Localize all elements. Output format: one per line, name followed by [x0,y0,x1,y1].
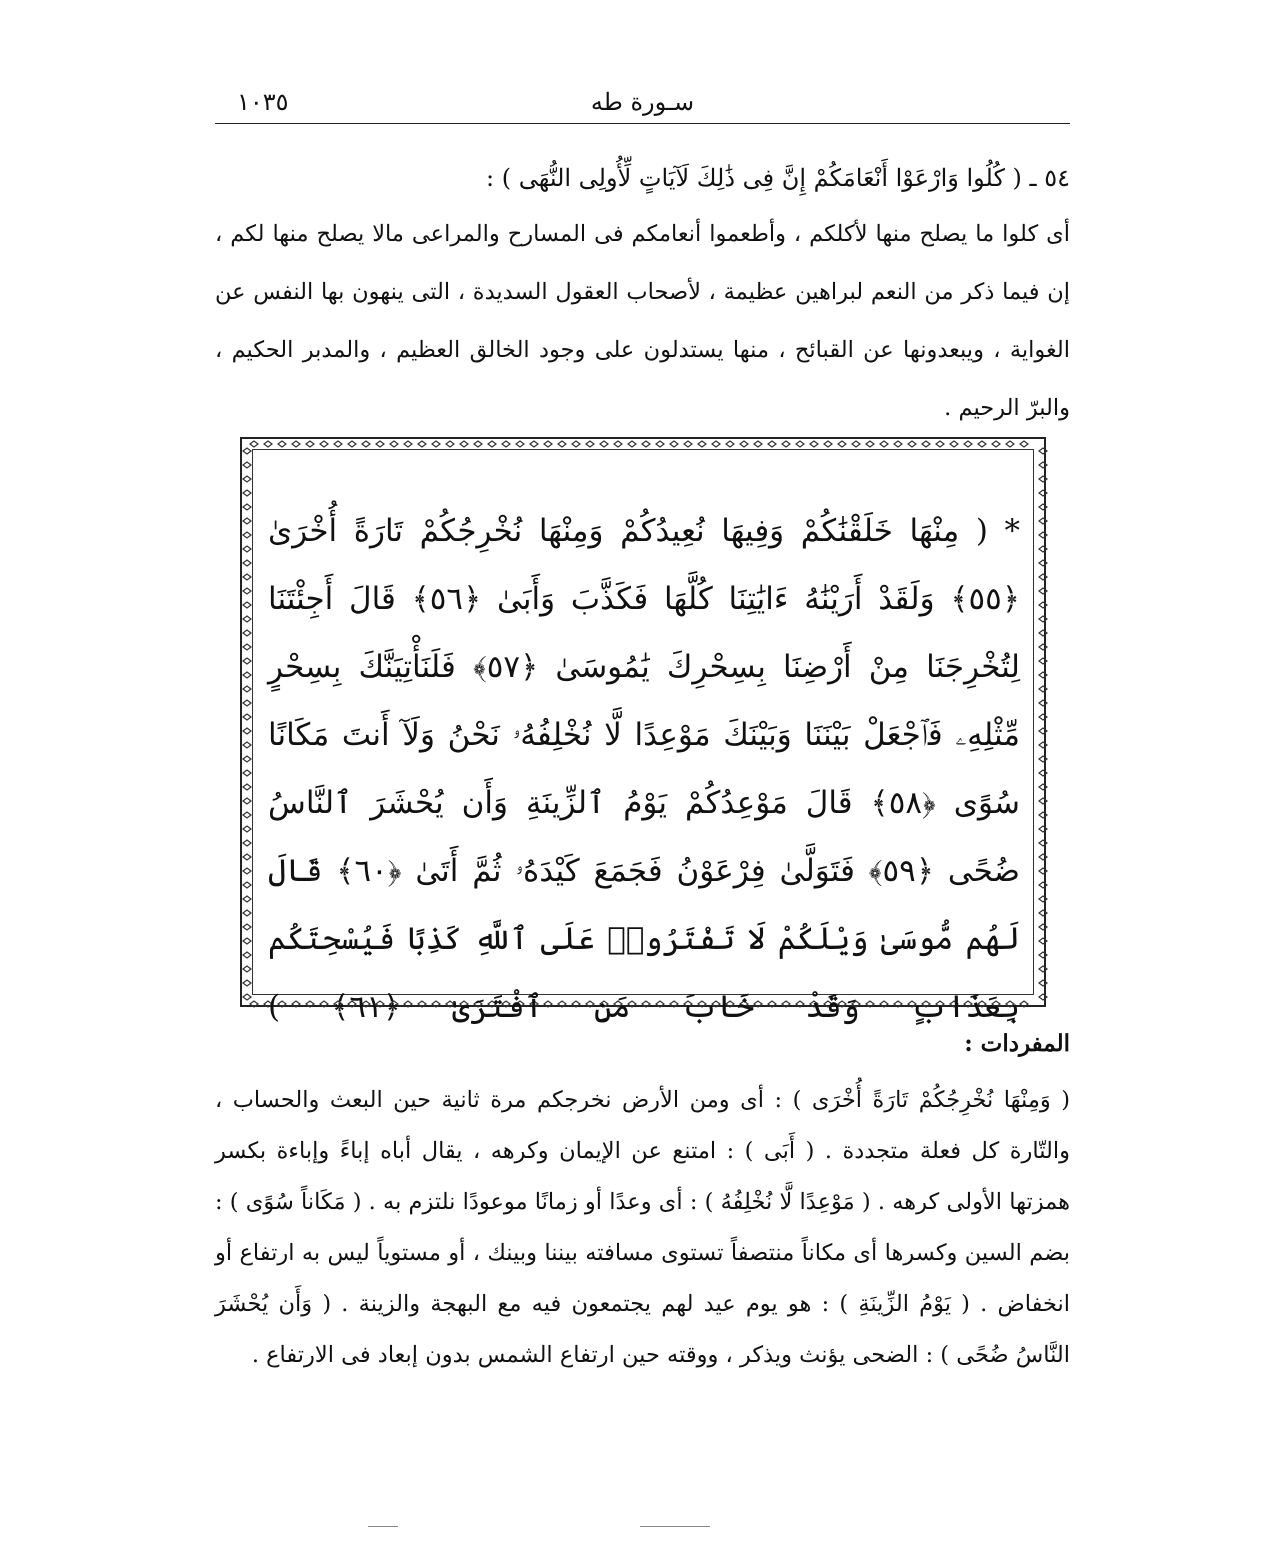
ornament-diamond [992,441,1000,447]
ornament-diamond [894,441,902,447]
ornament-diamond [964,441,972,447]
ornament-diamond [1039,840,1047,846]
ornament-diamond [243,826,251,832]
ornament-diamond [404,441,412,447]
ornament-diamond [572,441,580,447]
ornament-diamond [320,441,328,447]
ornament-diamond [1039,602,1047,608]
ornament-diamond [1039,784,1047,790]
ornament-diamond [628,441,636,447]
ornament-diamond [243,714,251,720]
ornament-diamond [1039,658,1047,664]
ornament-diamond [243,924,251,930]
ornament-diamond [936,441,944,447]
ornament-diamond [1039,518,1047,524]
ornament-diamond [586,441,594,447]
ornament-diamond [1039,770,1047,776]
ornament-diamond [502,441,510,447]
ornament-diamond [978,441,986,447]
ornament-diamond [243,882,251,888]
ornament-diamond [348,441,356,447]
verse-54-explanation: أى كلوا ما يصلح منها لأكلكم ، وأطعموا أنعامكم فى المسارح والمراعى مالا يصلح منها لكم ، إن فيما ذكر من النعم لبراهين عظيمة ، لأصحاب العقول السديدة ، التى ينهون بها النفس عن الغواية ، ويبعدونها عن القبائح ، منها يستدلون على وجود الخالق العظيم ، والمدبر الحكيم ، والبرّ الرحيم . [215,221,1070,421]
ornament-diamond [243,728,251,734]
ornament-diamond [768,441,776,447]
ornament-diamond [922,441,930,447]
ornament-diamond [243,854,251,860]
ornament-diamond [243,504,251,510]
ornament-diamond [1039,504,1047,510]
ornament-diamond [1020,1001,1028,1007]
ornament-diamond [1039,756,1047,762]
ornament-diamond [824,441,832,447]
ornament-diamond [243,602,251,608]
ornament-diamond [243,798,251,804]
ornament-diamond [1039,546,1047,552]
ornament-diamond [1039,532,1047,538]
ornament-diamond [1039,798,1047,804]
ornament-diamond [782,441,790,447]
ornament-diamond [684,441,692,447]
ornament-diamond [1039,644,1047,650]
ornament-diamond [838,441,846,447]
ornament-diamond [1039,588,1047,594]
ornament-diamond [243,630,251,636]
ornament-diamond [243,784,251,790]
ornament-diamond [950,441,958,447]
ornament-diamond [243,938,251,944]
ornament-diamond [243,896,251,902]
ornament-diamond [1020,441,1028,447]
ornament-diamond [1039,882,1047,888]
ornament-diamond [243,742,251,748]
ornament-diamond [754,441,762,447]
ornament-diamond [1039,490,1047,496]
ornament-diamond [1039,616,1047,622]
header-rule [215,123,1070,124]
ornament-diamond [698,441,706,447]
ornament-diamond [642,441,650,447]
ornament-diamond [1039,462,1047,468]
ornament-diamond [1039,574,1047,580]
ornament-diamond [558,441,566,447]
ornament-diamond [243,952,251,958]
ornament-diamond [656,441,664,447]
vocabulary-heading: المفردات : [964,1030,1070,1057]
ornament-diamond [670,441,678,447]
ornament-diamond [1039,448,1047,454]
ornament-diamond [1039,630,1047,636]
ornament-diamond [1039,938,1047,944]
ornament-diamond [243,980,251,986]
ornament-diamond [243,574,251,580]
ornament-diamond [243,588,251,594]
ornament-diamond [852,441,860,447]
ornament-diamond [1039,742,1047,748]
ornament-diamond [1039,826,1047,832]
ornament-diamond [243,686,251,692]
ornament-diamond [1039,854,1047,860]
ornament-diamond [278,441,286,447]
ornament-diamond [250,1001,258,1007]
ornament-diamond [740,441,748,447]
ornament-diamond [243,546,251,552]
footer-mark [640,1526,710,1527]
ornament-diamond [530,441,538,447]
ornament-diamond [1039,560,1047,566]
ornament-diamond [243,518,251,524]
ornament-diamond [488,441,496,447]
ornament-diamond [1039,672,1047,678]
footer-mark [368,1526,398,1527]
ornament-diamond [880,441,888,447]
vocabulary-text: ( وَمِنْهَا نُخْرِجُكُمْ تَارَةً أُخْرَى ) : أى ومن الأرض نخرجكم مرة ثانية حين البعث والحساب ، والتّارة كل فعلة متجددة . ( أَبَى ) : امتنع عن الإيمان وكرهه ، يقال أباه إباءً وإباءة بكسر همزتها الأولى كرهه . ( مَوْعِدًا لَّا نُخْلِفُهُ ) : أى وعدًا أو زمانًا موعودًا نلتزم به . ( مَكَاناً سُوًى ) : بضم السين وكسرها أى مكاناً منتصفاً تستوى مسافته بيننا وبينك ، أو مستوياً ليس به ارتفاع أو انخفاض . ( يَوْمُ الزِّينَةِ ) : هو يوم عيد لهم يجتمعون فيه مع البهجة والزينة . ( وَأَن يُحْشَرَ النَّاسُ ضُحًى ) : الضحى يؤنث ويذكر ، ووقته حين ارتفاع الشمس بدون إبعاد فى الارتفاع . [215,1087,1070,1368]
ornament-diamond [1039,924,1047,930]
ornament-diamond [796,441,804,447]
ornament-diamond [243,994,251,1000]
page-header [215,82,1070,126]
ornament-diamond [1039,476,1047,482]
ornament-diamond [306,441,314,447]
ornament-diamond [376,441,384,447]
ornament-diamond [1039,714,1047,720]
ornament-diamond [726,441,734,447]
ornament-diamond [334,441,342,447]
ornament-diamond [600,441,608,447]
ornament-diamond [243,910,251,916]
ornament-diamond [243,448,251,454]
ornament-diamond [243,966,251,972]
ornament-diamond [243,770,251,776]
verse-54-citation: ٥٤ ـ ( كُلُوا وَارْعَوْا أَنْعَامَكُمْ إِنَّ فِى ذَٰلِكَ لَآيَاتٍ لِّأُولِى النُّهَى ) : [486,164,1070,192]
ornament-diamond [544,441,552,447]
ornament-diamond [243,644,251,650]
surah-title: سـورة طه [590,88,695,116]
page-number: ١٠٣٥ [237,88,289,116]
ornament-diamond [292,441,300,447]
ornament-diamond [390,441,398,447]
ornament-diamond [1039,910,1047,916]
ornament-diamond [243,812,251,818]
ornament-diamond [908,441,916,447]
ornament-diamond [243,476,251,482]
ornament-diamond [1039,994,1047,1000]
ornament-diamond [264,441,272,447]
ornament-diamond [243,532,251,538]
ornament-diamond [418,441,426,447]
ornament-diamond [474,441,482,447]
ornament-diamond [243,462,251,468]
ornament-diamond [614,441,622,447]
ornament-diamond [243,672,251,678]
ornament-diamond [1039,686,1047,692]
ornament-diamond [1039,728,1047,734]
quran-verses: * ( مِنْهَا خَلَقْنَٰكُمْ وَفِيهَا نُعِيدُكُمْ وَمِنْهَا نُخْرِجُكُمْ تَارَةً أُخْرَىٰ ﴿٥٥﴾ وَلَقَدْ أَرَيْنَٰهُ ءَايَٰتِنَا كُلَّهَا فَكَذَّبَ وَأَبَىٰ ﴿٥٦﴾ قَالَ أَجِئْتَنَا لِتُخْرِجَنَا مِنْ أَرْضِنَا بِسِحْرِكَ يَٰمُوسَىٰ ﴿٥٧﴾ فَلَنَأْتِيَنَّكَ بِسِحْرٍ مِّثْلِهِۦ فَٱجْعَلْ بَيْنَنَا وَبَيْنَكَ مَوْعِدًا لَّا نُخْلِفُهُۥ نَحْنُ وَلَآ أَنتَ مَكَانًا سُوًى ﴿٥٨﴾ قَالَ مَوْعِدُكُمْ يَوْمُ ٱلزِّينَةِ وَأَن يُحْشَرَ ٱلنَّاسُ ضُحًى ﴿٥٩﴾ فَتَوَلَّىٰ فِرْعَوْنُ فَجَمَعَ كَيْدَهُۥ ثُمَّ أَتَىٰ ﴿٦٠﴾ قَالَ لَهُم مُّوسَىٰ وَيْلَكُمْ لَا تَفْتَرُوا۟ عَلَى ٱللَّهِ كَذِبًا فَيُسْحِتَكُم بِعَذَابٍ وَقَدْ خَابَ مَنِ ٱفْتَرَىٰ ﴿٦١﴾ ) [268,513,1021,1025]
ornament-diamond [1006,441,1014,447]
ornament-diamond [243,700,251,706]
ornament-diamond [1039,952,1047,958]
ornament-diamond [1039,700,1047,706]
ornament-diamond [243,756,251,762]
ornament-diamond [1039,980,1047,986]
ornament-diamond [460,441,468,447]
ornament-diamond [243,560,251,566]
ornament-diamond [1039,896,1047,902]
ornament-diamond [810,441,818,447]
ornament-diamond [243,868,251,874]
ornament-diamond [1039,812,1047,818]
ornament-diamond [516,441,524,447]
ornament-diamond [712,441,720,447]
ornament-diamond [866,441,874,447]
ornament-diamond [1039,966,1047,972]
ornament-diamond [432,441,440,447]
ornament-diamond [446,441,454,447]
ornament-diamond [1039,868,1047,874]
ornament-diamond [250,441,258,447]
ornament-diamond [362,441,370,447]
ornament-diamond [243,490,251,496]
ornament-diamond [243,658,251,664]
ornament-diamond [243,840,251,846]
ornament-diamond [243,616,251,622]
